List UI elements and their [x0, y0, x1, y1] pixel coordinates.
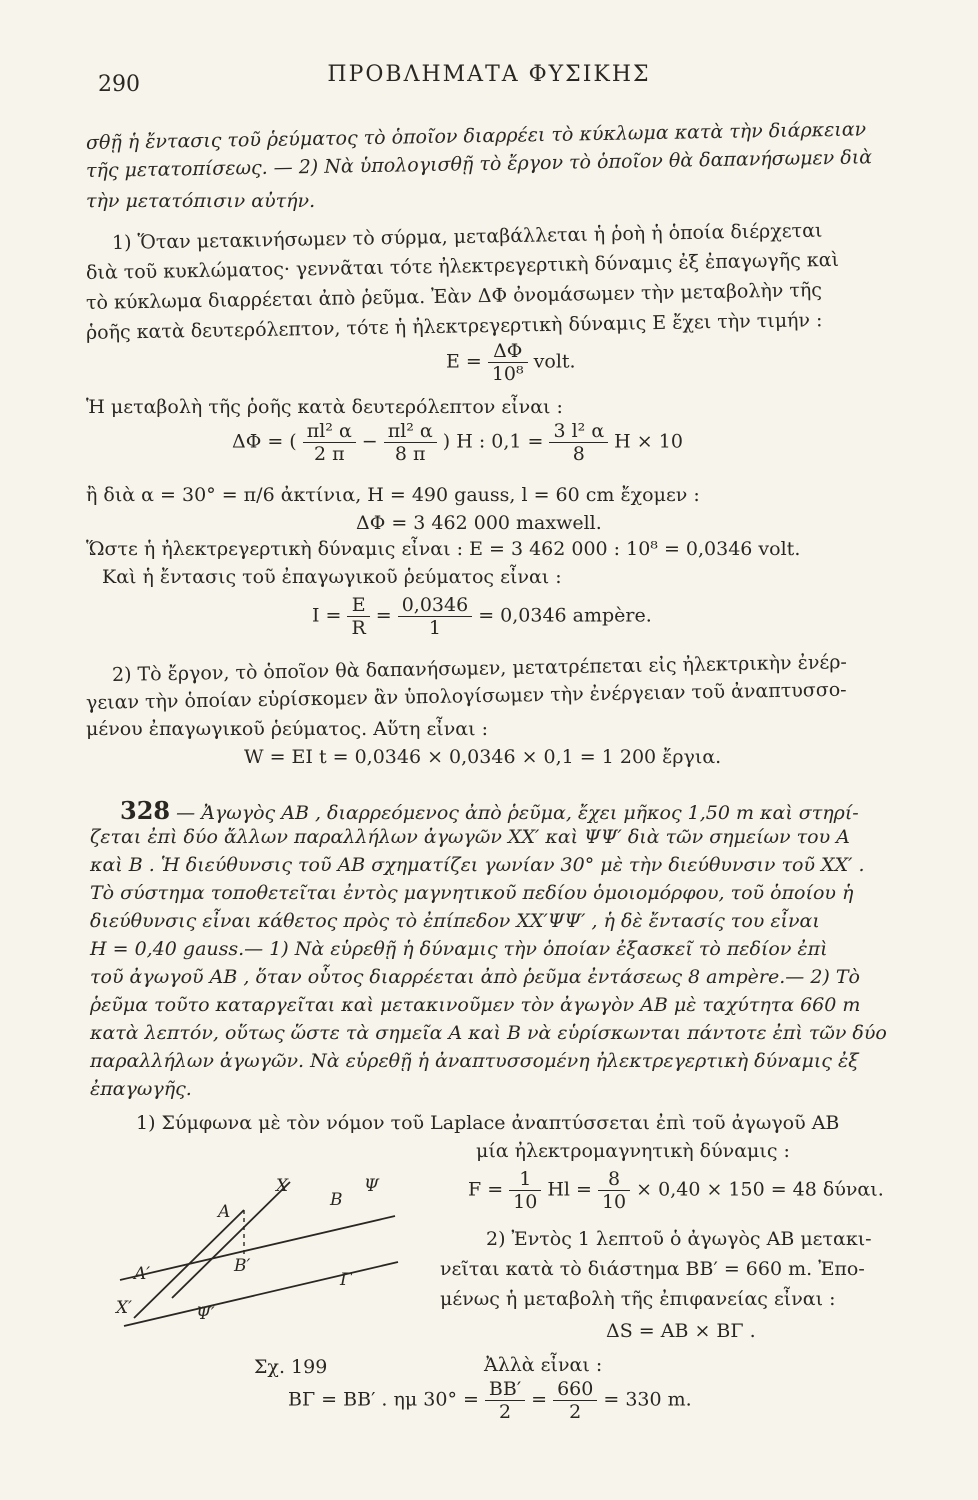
intro-line-2: τῆς μετατοπίσεως. — 2) Νὰ ὑπολογισθῇ τὸ ἔργον τὸ ὁποῖον θὰ δαπανήσωμεν διὰ [85, 146, 873, 182]
running-title: ΠΡΟΒΛΗΜΑΤΑ ΦΥΣΙΚΗΣ [327, 62, 651, 87]
problem-328-line-1: 328 — Ἀγωγὸς AB , διαρρεόμενος ἀπὸ ῥεῦμα, ἔχει μῆκος 1,50 m καὶ στηρί- [120, 796, 859, 825]
sol1-line-2: διὰ τοῦ κυκλώματος· γεννᾶται τότε ἠλεκτρεγερτικὴ δύναμις ἐξ ἐπαγωγῆς καὶ [85, 248, 840, 284]
intro-line-3: τὴν μετατόπισιν αὐτήν. [86, 190, 316, 212]
sol2-line-3: μένου ἐπαγωγικοῦ ῥεύματος. Αὕτη εἶναι : [86, 718, 489, 740]
change-text: Ἡ μεταβολὴ τῆς ῥοῆς κατὰ δευτερόλεπτον εἶναι : [86, 396, 563, 418]
equation-bg: BΓ = BB′ . ημ 30° = $\frac{BB'}{2}$ = $\frac{660}{2}$ = 330 m. [288, 1378, 692, 1423]
conductor-xx [120, 1216, 395, 1280]
sol1-line-3: τὸ κύκλωμα διαρρέεται ἀπὸ ῥεῦμα. Ἐὰν ΔΦ ὀνομάσωμεν τὴν μεταβολὴν τῆς [85, 279, 823, 314]
figure-199 [100, 1170, 400, 1340]
problem-line-4: Τὸ σύστημα τοποθετεῖται ἐντὸς μαγνητικοῦ πεδίου ὁμοιομόρφου, τοῦ ὁποίου ἡ [90, 882, 854, 904]
eq1-lhs: E = [446, 350, 482, 373]
sol2-line-2: γειαν τὴν ὁποίαν εὑρίσκομεν ἂν ὑπολογίσωμεν τὴν ἐνέργειαν τοῦ ἀναπτυσσο- [85, 678, 847, 714]
move-line-2: νεῖται κατὰ τὸ διάστημα BB′ = 660 m. Ἐπο- [440, 1258, 865, 1280]
label-x-prime: X′ [116, 1298, 132, 1318]
given-values: ἢ διὰ α = 30° = π/6 ἀκτίνια, H = 490 gauss, l = 60 cm ἔχομεν : [86, 484, 700, 506]
intro-line-1: σθῇ ἡ ἔντασις τοῦ ῥεύματος τὸ ὁποῖον διαρρέει τὸ κύκλωμα κατὰ τὴν διάρκειαν [85, 118, 867, 154]
conductor-psipsi [124, 1262, 398, 1326]
label-psi-prime: Ψ′ [196, 1304, 215, 1324]
equation-emf-flux [446, 340, 576, 385]
move-line-1: 2) Ἐντὸς 1 λεπτοῦ ὁ ἀγωγὸς AB μετακι- [486, 1228, 872, 1250]
label-gamma: Γ [340, 1270, 352, 1290]
sol2-line-1: 2) Τὸ ἔργον, τὸ ὁποῖον θὰ δαπανήσωμεν, μετατρέπεται εἰς ἠλεκτρικὴν ἐνέρ- [111, 651, 848, 686]
label-psi: Ψ [364, 1176, 379, 1196]
label-b: B [330, 1190, 343, 1210]
problem-line-7: τοῦ ἀγωγοῦ AB , ὅταν οὗτος διαρρέεται ἀπὸ ῥεῦμα ἐντάσεως 8 ampère.— 2) Τὸ [90, 966, 860, 988]
problem-line-10: παραλλήλων ἀγωγῶν. Νὰ εὑρεθῇ ἡ ἀναπτυσσομένη ἠλεκτρεγερτικὴ δύναμις ἐξ [90, 1050, 859, 1072]
fraction: $\frac{\Delta\Phi}{\text{10⁸}}$ [488, 340, 528, 385]
area-result: ΔS = AB × BΓ . [606, 1320, 756, 1342]
move-line-3: μένως ἡ μεταβολὴ τῆς ἐπιφανείας εἶναι : [440, 1288, 836, 1310]
problem-line-11: ἐπαγωγῆς. [90, 1078, 192, 1100]
label-a-prime: A′ [134, 1264, 151, 1284]
problem-line-6: H = 0,40 gauss.— 1) Νὰ εὑρεθῇ ἡ δύναμις τὴν ὁποίαν ἐξασκεῖ τὸ πεδίον ἐπὶ [90, 938, 828, 960]
sol1-line-1: 1) Ὅταν μετακινήσωμεν τὸ σύρμα, μεταβάλλεται ἡ ῥοὴ ἡ ὁποία διέρχεται [111, 219, 823, 254]
current-text: Καὶ ἡ ἔντασις τοῦ ἐπαγωγικοῦ ῥεύματος εἶναι : [102, 566, 562, 588]
conductor-ab [172, 1182, 290, 1298]
label-a: A [218, 1202, 231, 1222]
laplace-line-1: 1) Σύμφωνα μὲ τὸν νόμον τοῦ Laplace ἀναπτύσσεται ἐπὶ τοῦ ἀγωγοῦ AB [136, 1112, 840, 1134]
but-text: Ἀλλὰ εἶναι : [484, 1354, 603, 1376]
work-result: W = EI t = 0,0346 × 0,0346 × 0,1 = 1 200 ἔργια. [244, 746, 722, 768]
problem-line-9: κατὰ λεπτόν, οὕτως ὥστε τὰ σημεῖα A καὶ B νὰ εὑρίσκωνται πάντοτε ἐπὶ τῶν δύο [90, 1022, 887, 1044]
laplace-line-2: μία ἠλεκτρομαγνητικὴ δύναμις : [476, 1140, 790, 1162]
flux-result: ΔΦ = 3 462 000 maxwell. [356, 512, 602, 534]
page-number: 290 [98, 72, 140, 97]
eq1-unit: volt. [533, 350, 576, 373]
problem-line-2: ζεται ἐπὶ δύο ἄλλων παραλλήλων ἀγωγῶν XX′ καὶ ΨΨ′ διὰ τῶν σημείων του A [90, 826, 850, 848]
problem-line-8: ῥεῦμα τοῦτο καταργεῖται καὶ μετακινοῦμεν τὸν ἀγωγὸν AB μὲ ταχύτητα 660 m [90, 994, 861, 1016]
emf-result: Ὥστε ἡ ἠλεκτρεγερτικὴ δύναμις εἶναι : E = 3 462 000 : 10⁸ = 0,0346 volt. [86, 538, 801, 560]
equation-current: I = $\frac{E}{R}$ = $\frac{0,0346}{1}$ = 0,0346 ampère. [312, 594, 652, 639]
figure-caption: Σχ. 199 [254, 1356, 328, 1378]
label-b-prime: B′ [234, 1256, 251, 1276]
label-x: X [276, 1176, 289, 1196]
problem-number: 328 [120, 796, 171, 825]
equation-force: F = $\frac{1}{10}$ Hl = $\frac{8}{10}$ × 0,40 × 150 = 48 δύναι. [468, 1168, 884, 1213]
equation-flux-change: ΔΦ = ( $\frac{\text{πl² α}}{2 \pi}$ − $\frac{\text{πl² α}}{8 \pi}$ ) H : 0,1 = $\frac{\text{3 l² α}}{8}$ H × 10 [232, 420, 683, 465]
problem-line-5: διεύθυνσις εἶναι κάθετος πρὸς τὸ ἐπίπεδον XX′ΨΨ′ , ἡ δὲ ἔντασίς του εἶναι [90, 910, 820, 932]
sol1-line-4: ῥοῆς κατὰ δευτερόλεπτον, τότε ἡ ἠλεκτρεγερτικὴ δύναμις E ἔχει τὴν τιμήν : [85, 309, 823, 344]
problem-line-3: καὶ B . Ἡ διεύθυνσις τοῦ AB σχηματίζει γωνίαν 30° μὲ τὴν διεύθυνσιν τοῦ XX′ . [90, 854, 865, 876]
